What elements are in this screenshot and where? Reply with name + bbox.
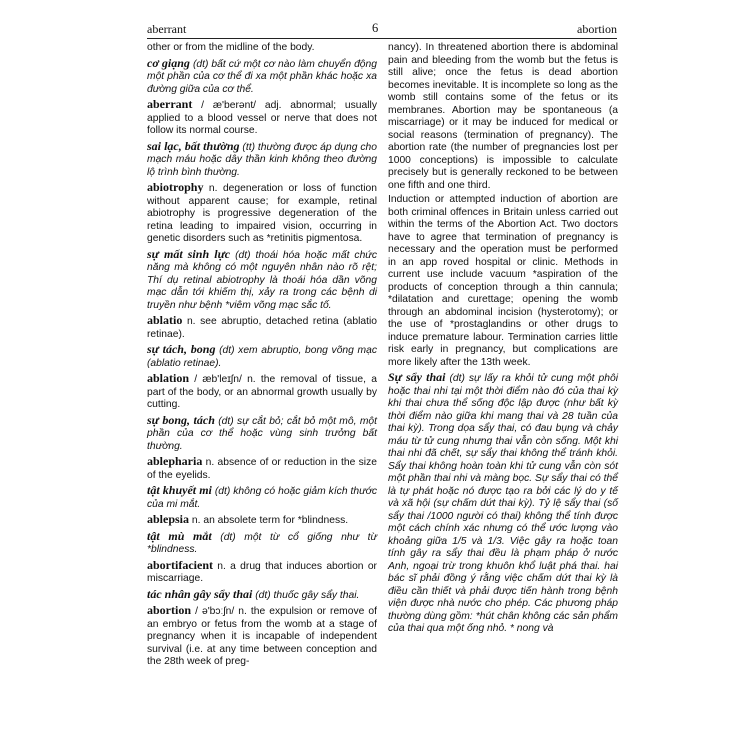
definition-text: (dt) sự lấy ra khỏi tử cung một phôi hoặc thai nhi tại một thời điểm nào đó của thai kỳ khi thai chưa thể sống độc lập được (như bất kỳ thời điểm nào giữa khi mang thai và 28 tuần của thai kỳ). Trong dọa sẩy thai, có đau bụng và chảy máu từ tử cung nhưng thai vẫn còn sống. Một khi thai nhi đã chết, sự sẩy thai không thể tránh khỏi. Sẩy thai không hoàn toàn khi tử cung vẫn còn sót một phần thai nhi và màng bọc. Sự sẩy thai có thể là tự phát hoặc nó được tạo ra bởi các lý do y tế và xã hội (sự chấm dứt thai kỳ). Tỷ lệ sẩy thai (số sẩy thai /1000 người có thai) không thể tính được một cách chính xác nhưng có thể ước lượng vào khoảng giữa 1/5 và 1/3. Việc gây ra hoặc toan tính gây ra sẩy thai đều là phạm pháp ở nước Anh, ngoại trừ trong khuôn khổ luật phá thai. hai bác sĩ phải đồng ý rằng việc chấm dứt thai kỳ là điều cần thiết và phải được tiến hành trong bệnh viện được nhà nước cho phép. Các phương pháp thường dùng gồm: *hút chân không các sản phẩm của thai qua một ống nhỏ. * nong và: [388, 373, 618, 634]
vietnamese-entry: [147, 140, 377, 180]
headword: tác nhân gây sẩy thai: [147, 586, 253, 601]
dictionary-entry: [147, 513, 377, 528]
definition-text: n. absence of or reduction in the size of the eyelids.: [147, 457, 377, 481]
running-head-right: abortion: [577, 22, 617, 36]
entry-continuation: [388, 42, 618, 192]
headword: sự bong, tách: [147, 412, 215, 427]
definition-text: / ə'bɔːʃn/ n. the expulsion or remove of an embryo or fetus from the womb at a stage of pregnancy when it is incapable of independent survival (i.e. at any time between conception and the 28th week of preg-: [147, 606, 377, 667]
definition-text: / æb'leɪʃn/ n. the removal of tissue, a part of the body, or an abnormal growth usually by cutting.: [147, 374, 377, 410]
definition-text: (dt) bất cứ một cơ nào làm chuyển động một phần của cơ thể đi xa một phần khác hoặc xa đường giữa của cơ thể.: [147, 58, 377, 95]
vietnamese-entry: [147, 414, 377, 454]
vietnamese-entry: [147, 588, 377, 603]
definition-text: Induction or attempted induction of abortion are both criminal offences in Britain unless carried out within the terms of the Abortion Act. Two doctors have to agree that termination of pregnancy is necessary and the operation must be performed in an app roved hospital or clinic. Methods in current use include vacuum *aspiration of the products of conception through a thin cannula; *dilatation and curettage; opening the womb through an abdominal incision (hysterotomy); or the use of *prostaglandins or other drugs to induce premature labour. Termination carries little risk early in pregnancy, but complications are more likely after the 13th week.: [388, 194, 618, 368]
definition-text: (dt) không có hoặc giảm kích thước của mi mắt.: [147, 486, 377, 510]
definition-text: (dt) thuốc gây sẩy thai.: [255, 589, 360, 601]
dictionary-entry: [147, 604, 377, 669]
headword: ablation: [147, 371, 190, 385]
dictionary-entry: [147, 98, 377, 138]
headword: sự mất sinh lực: [147, 246, 231, 261]
vietnamese-entry: [388, 371, 618, 636]
vietnamese-entry: [147, 248, 377, 313]
page-number: 6: [372, 21, 379, 35]
definition-text: (dt) sự cắt bỏ; cắt bỏ một mô, một phần của cơ thể hoặc vùng sinh trưởng bất thường.: [147, 415, 377, 452]
entry-continuation: [388, 194, 618, 369]
definition-text: other or from the midline of the body.: [147, 42, 315, 53]
definition-text: / æ'berənt/ adj. abnormal; usually applied to a blood vessel or nerve that does not follow its normal course.: [147, 100, 377, 136]
vietnamese-entry: [147, 343, 377, 370]
dictionary-entry: [147, 372, 377, 412]
left-column: [147, 42, 377, 671]
headword: aberrant: [147, 97, 193, 111]
headword: ablepharia: [147, 454, 203, 468]
running-head-left: aberrant: [147, 22, 187, 36]
headword: cơ giạng: [147, 55, 190, 70]
headword: tật mù mắt: [147, 528, 212, 543]
entry-continuation: [147, 42, 377, 55]
vietnamese-entry: [147, 530, 377, 557]
headword: abortifacient: [147, 557, 213, 572]
right-column: [388, 42, 618, 638]
definition-text: n. an absolete term for *blindness.: [191, 515, 349, 526]
definition-text: n. see abruptio, detached retina (ablatio retinae).: [147, 316, 377, 340]
dictionary-entry: [147, 559, 377, 586]
vietnamese-entry: [147, 484, 377, 511]
definition-text: (dt) thoái hóa hoặc mất chức năng mà không có một nguyên nhân nào rõ rệt; Thí dụ retinal abiotrophy là thoái hóa dần võng mạc dẫn tới khiếm thị, xảy ra trong các bệnh di truyền như bệnh *viêm võng mạc sắc tố.: [147, 249, 377, 311]
headword: abiotrophy: [147, 180, 204, 194]
headword: ablepsia: [147, 512, 190, 526]
dictionary-entry: [147, 455, 377, 482]
definition-text: n. a drug that induces abortion or miscarriage.: [147, 560, 377, 584]
definition-text: n. degeneration or loss of function without apparent cause; for example, retinal abiotrophy is progressive degeneration of the retina leading to impaired vision, occurring in genetic disorders such as *retinitis pigmentosa.: [147, 183, 377, 244]
definition-text: (dt) xem abruptio, bong võng mạc (ablatio retinae).: [147, 345, 377, 369]
definition-text: (tt) thường được áp dụng cho mạch máu hoặc dây thần kinh không theo đường lộ trình bình thường.: [147, 141, 377, 178]
headword: tật khuyết mi: [147, 483, 212, 497]
dictionary-entry: [147, 314, 377, 341]
headword: abortion: [147, 603, 192, 617]
dictionary-entry: [147, 181, 377, 246]
headword: sai lạc, bất thường: [147, 138, 240, 153]
vietnamese-entry: [147, 57, 377, 97]
headword: ablatio: [147, 313, 183, 327]
definition-text: nancy). In threatened abortion there is abdominal pain and bleeding from the womb but the fetus is still alive; once the fetus is dead abortion becomes inevitable. It is incomplete so long as the womb still contains some of the fetus or its membranes. Abortion may be spontaneous (a miscarriage) or it may be induced for medical or social reasons (termination of pregnancy). The abortion rate (the number of pregnancies lost per 1000 conceptions) is impossible to calculate precisely but is generally reckoned to be between one fifth and one third.: [388, 42, 618, 191]
headword: Sự sẩy thai: [388, 370, 446, 384]
headword: sự tách, bong: [147, 342, 216, 356]
header-rule: [147, 38, 617, 39]
definition-text: (dt) một từ cổ giống như từ *blindness.: [147, 531, 377, 555]
